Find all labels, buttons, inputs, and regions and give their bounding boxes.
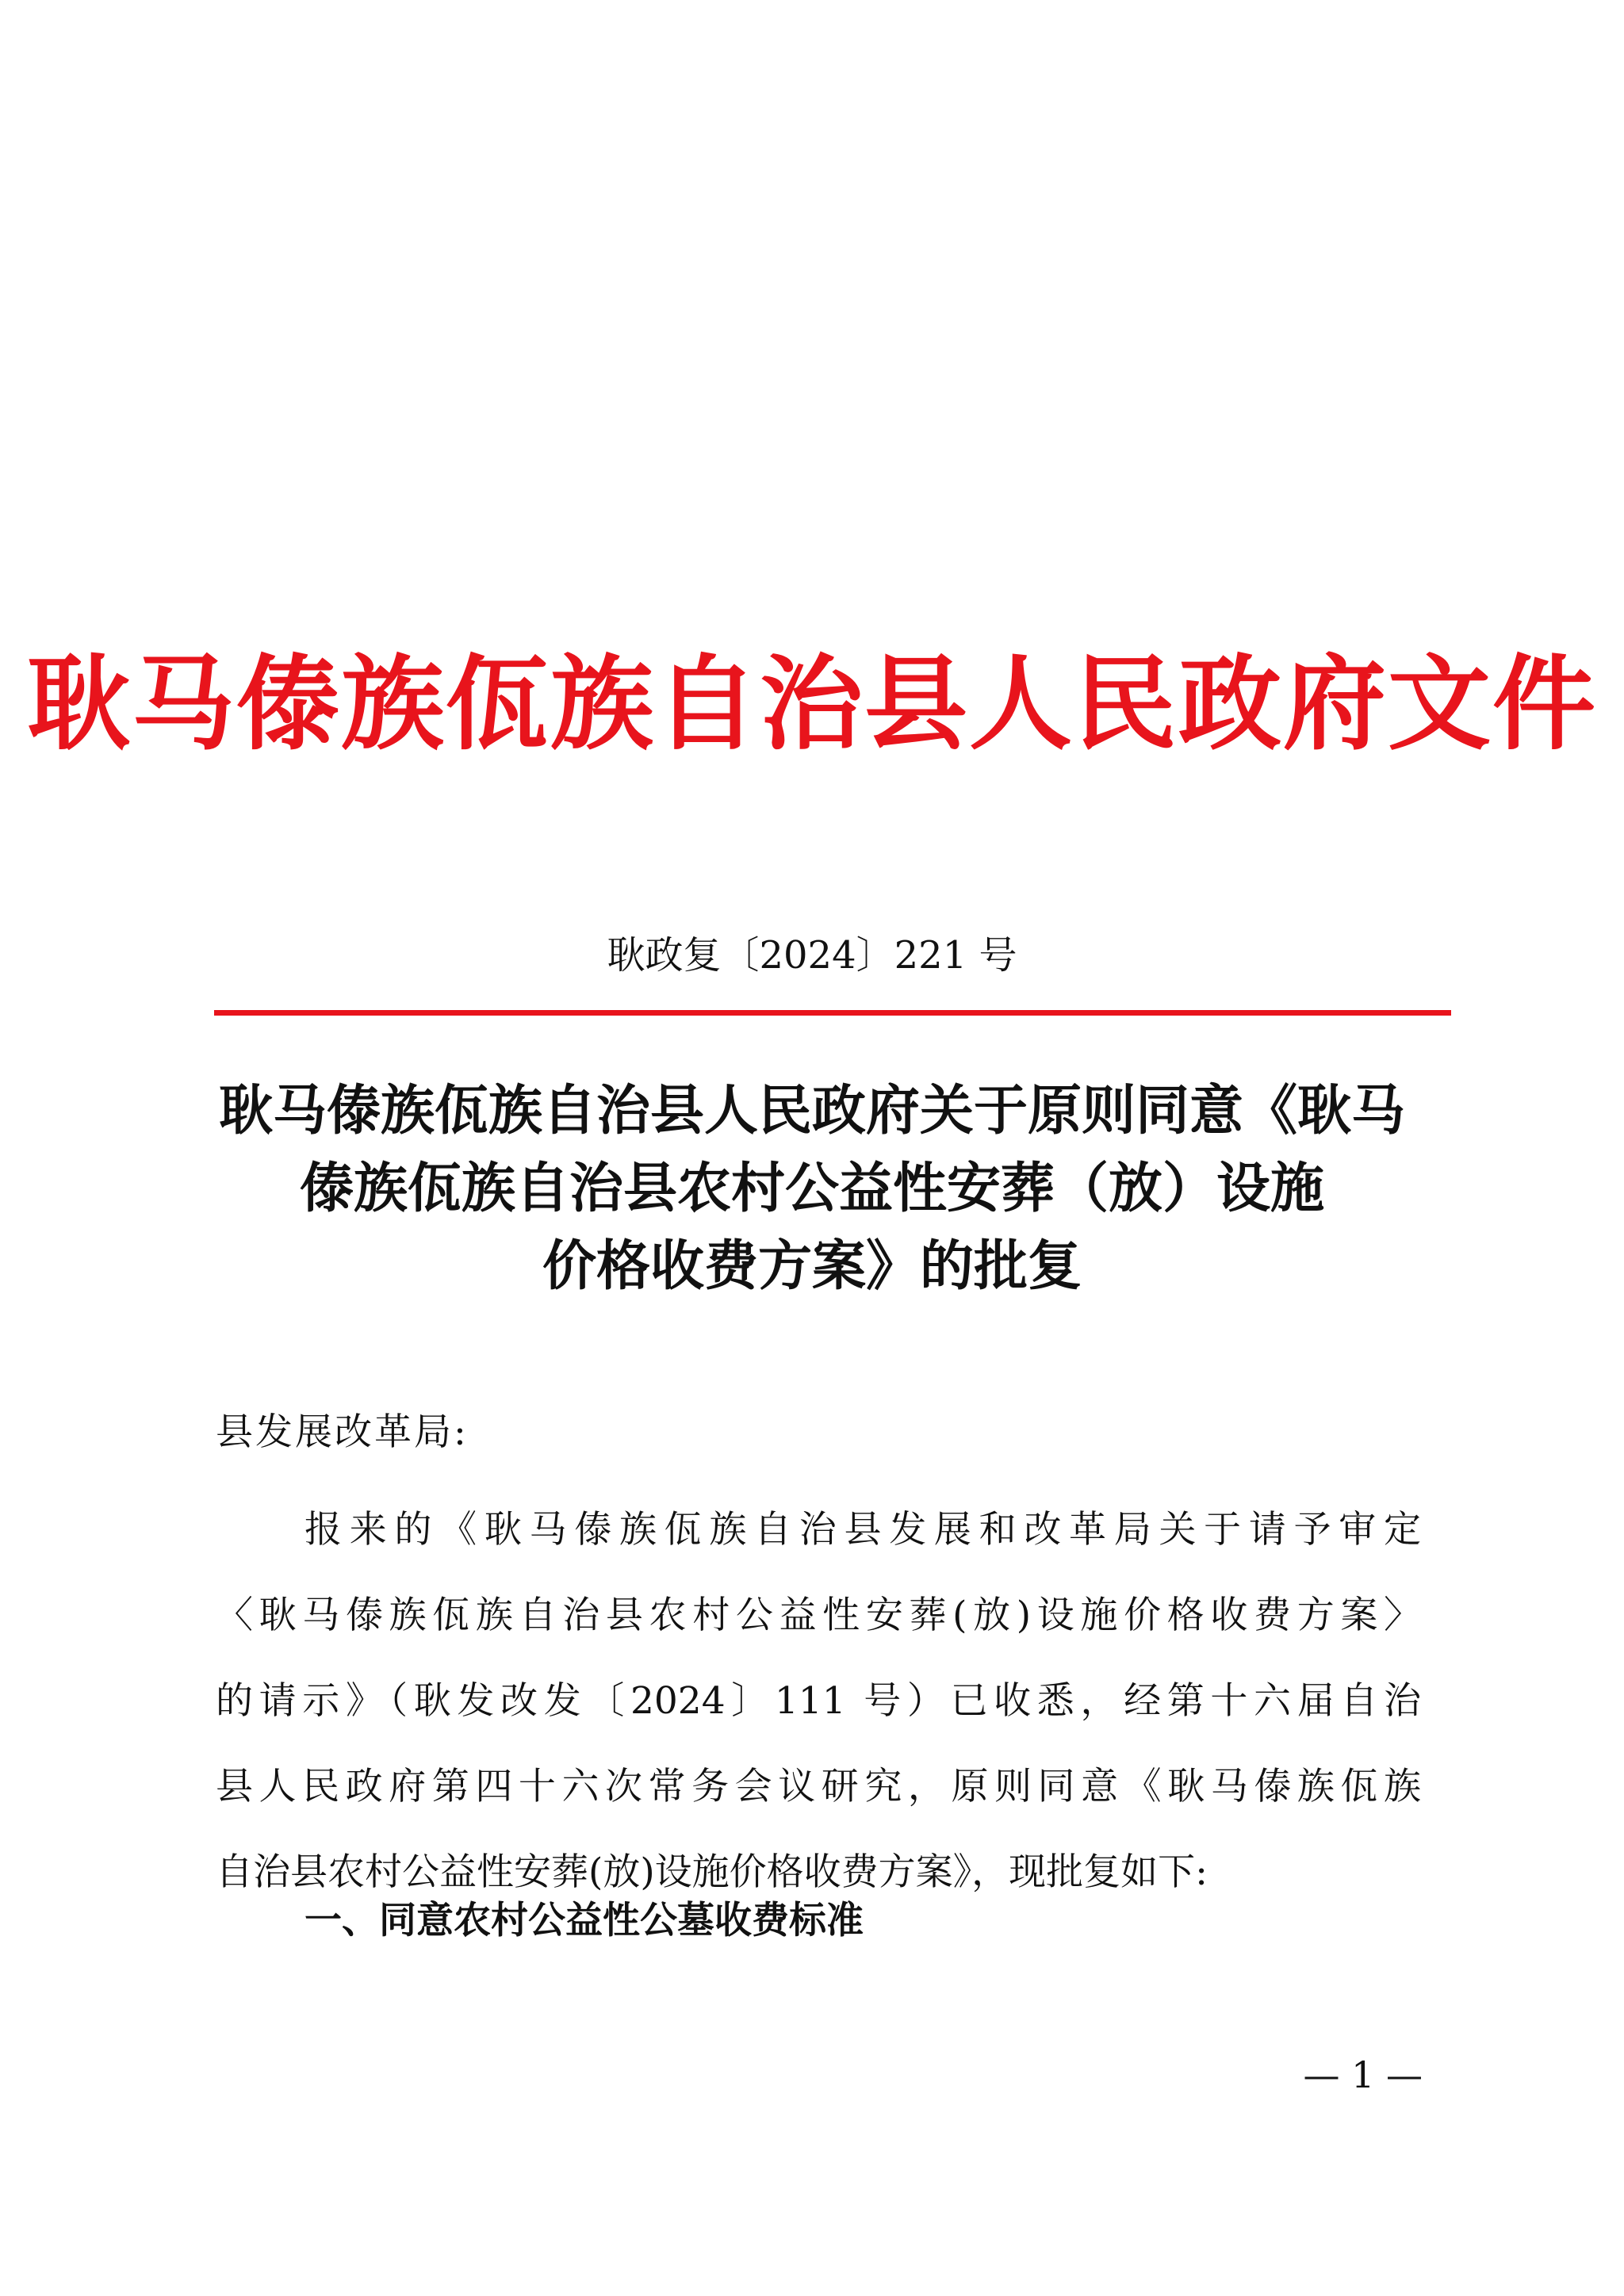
body-paragraph xyxy=(216,1487,1421,1915)
section-heading: 一、同意农村公益性公墓收费标准 xyxy=(304,1899,864,1942)
document-title-line: 价格收费方案》的批复 xyxy=(542,1234,1082,1298)
paragraph-line: 〈耿马傣族佤族自治县农村公益性安葬(放)设施价格收费方案〉 xyxy=(216,1594,1421,1637)
document-title xyxy=(0,1072,1624,1305)
document-title-line: 傣族佤族自治县农村公益性安葬（放）设施 xyxy=(299,1157,1324,1220)
addressee: 县发展改革局: xyxy=(216,1410,469,1454)
paragraph-line: 报来的《耿马傣族佤族自治县发展和改革局关于请予审定 xyxy=(304,1508,1421,1552)
paragraph-line: 自治县农村公益性安葬(放)设施价格收费方案》，现批复如下: xyxy=(216,1850,1208,1894)
document-header-title: 耿马傣族佤族自治县人民政府文件 xyxy=(26,643,1597,764)
document-title-line: 耿马傣族佤族自治县人民政府关于原则同意《耿马 xyxy=(218,1079,1405,1142)
paragraph-line: 县人民政府第四十六次常务会议研究，原则同意《耿马傣族佤族 xyxy=(216,1765,1421,1808)
document-number: 耿政复〔2024〕221 号 xyxy=(607,933,1017,978)
page-number: — 1 — xyxy=(1303,2053,1423,2096)
red-divider-rule xyxy=(214,1010,1451,1016)
paragraph-line: 的请示》（耿发改发〔2024〕111 号）已收悉，经第十六届自治 xyxy=(216,1679,1421,1723)
